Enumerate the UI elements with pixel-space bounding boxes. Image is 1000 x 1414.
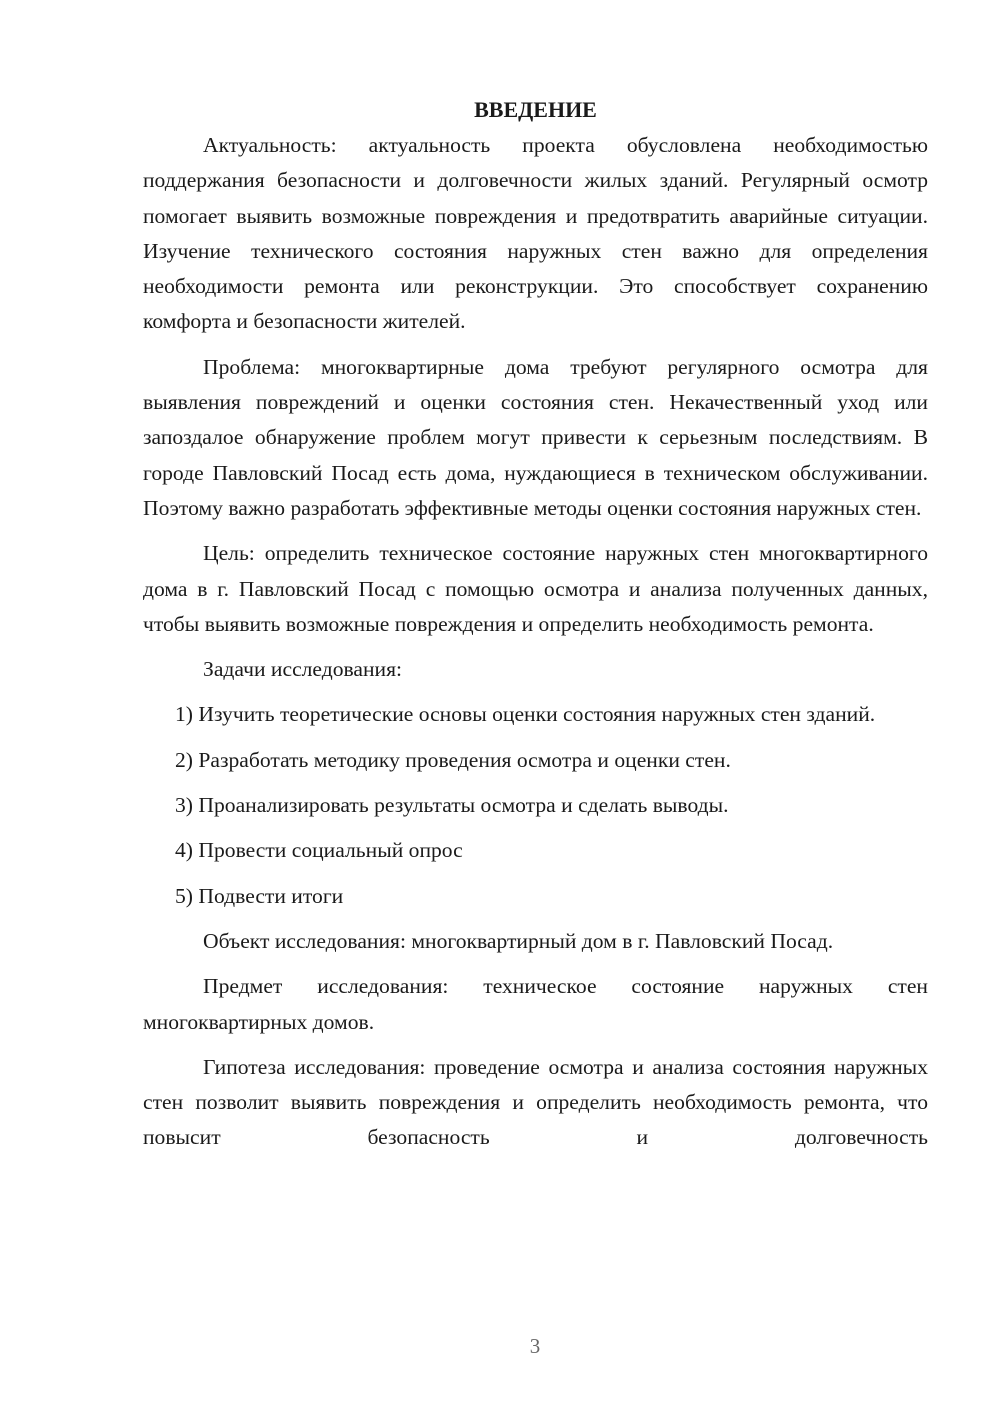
task-item-4: 4) Провести социальный опрос (175, 838, 463, 863)
goal-paragraph: Цель: определить техническое состояние наружных стен многоквартирного дома в г. Павловский Посад с помощью осмотра и анализа полученных данных, чтобы выявить возможные повреждения и определить необходимость ремонта. (143, 541, 928, 636)
section-title: ВВЕДЕНИЕ (474, 97, 597, 122)
page-number: 3 (529, 1334, 541, 1358)
problem-paragraph: Проблема: многоквартирные дома требуют регулярного осмотра для выявления повреждений и оценки состояния стен. Некачественный уход или запоздалое обнаружение проблем могут привести к серьезным последствиям. В городе Павловский Посад есть дома, нуждающиеся в техническом обслуживании. Поэтому важно разработать эффективные методы оценки состояния наружных стен. (143, 354, 928, 520)
document-page (143, 92, 928, 1166)
task-item-1: 1) Изучить теоретические основы оценки состояния наружных стен зданий. (175, 702, 876, 727)
task-item-2: 2) Разработать методику проведения осмотра и оценки стен. (175, 747, 731, 772)
tasks-heading: Задачи исследования: (203, 657, 403, 682)
subject-paragraph: Предмет исследования: техническое состояние наружных стен многоквартирных домов. (143, 974, 928, 1034)
task-item-5: 5) Подвести итоги (175, 883, 344, 908)
object-paragraph: Объект исследования: многоквартирный дом в г. Павловский Посад. (203, 928, 834, 953)
hypothesis-paragraph: Гипотеза исследования: проведение осмотра и анализа состояния наружных стен позволит выявить повреждения и определить необходимость ремонта, что повысит безопасность и долговечность (143, 1054, 928, 1150)
relevance-paragraph: Актуальность: актуальность проекта обусловлена необходимостью поддержания безопасности и долговечности жилых зданий. Регулярный осмотр помогает выявить возможные повреждения и предотвратить аварийные ситуации. Изучение технического состояния наружных стен важно для определения необходимости ремонта или реконструкции. Это способствует сохранению комфорта и безопасности жителей. (143, 133, 928, 334)
task-item-3: 3) Проанализировать результаты осмотра и сделать выводы. (175, 793, 729, 818)
